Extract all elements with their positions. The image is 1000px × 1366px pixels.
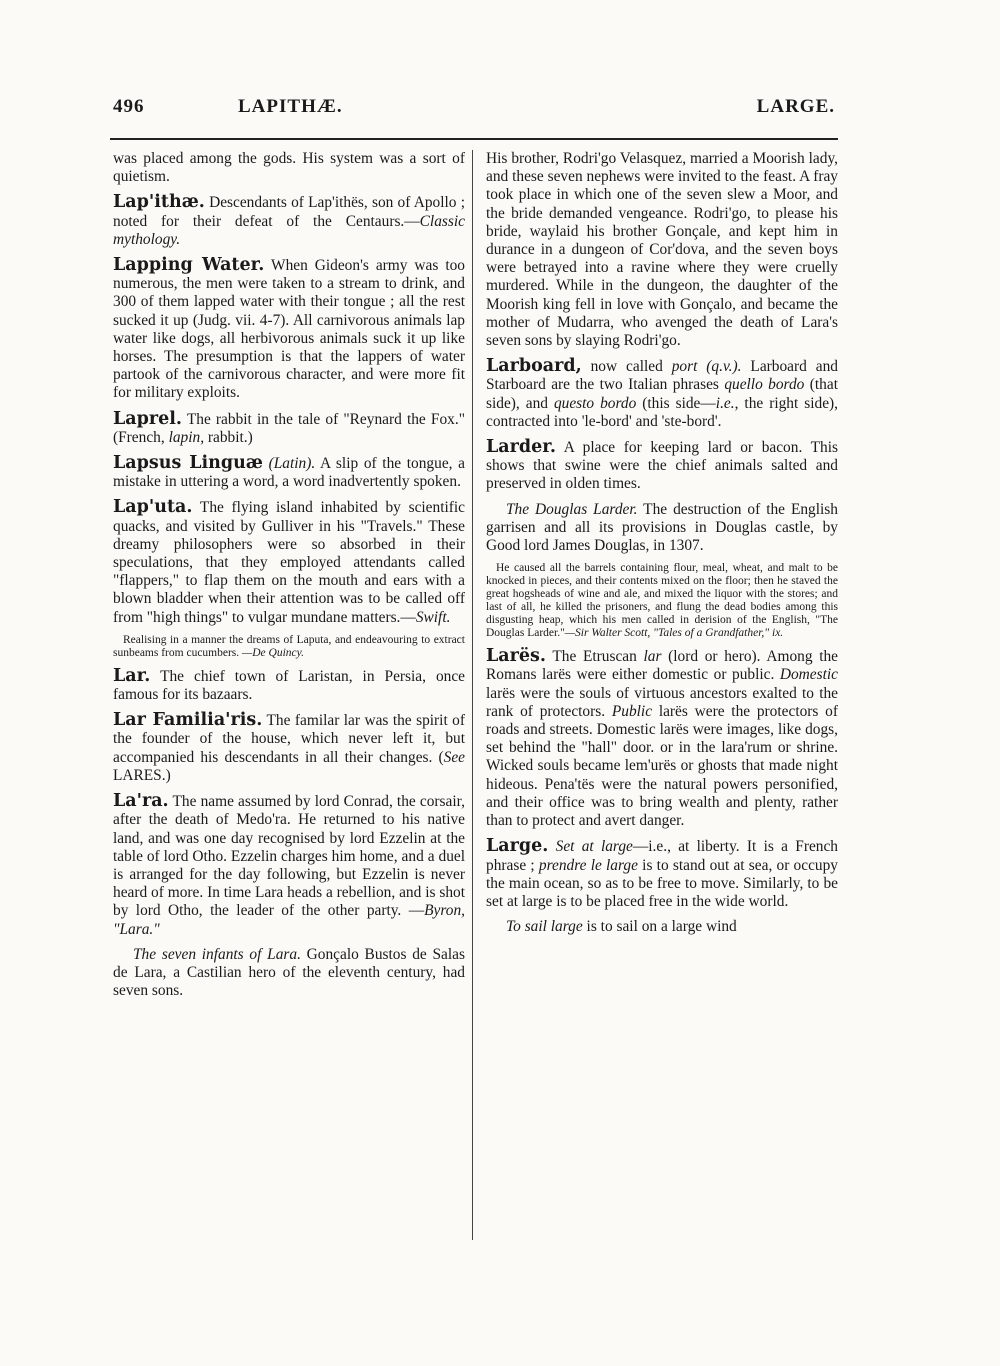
subentry-seven-infants <box>113 946 465 1001</box>
text-run: Set at large <box>555 838 633 856</box>
text-run: now called <box>581 358 672 376</box>
entry-laputa <box>113 498 465 626</box>
text-run: His brother, Rodri'go Velasquez, married a Moorish lady, and these seven nephews were invited to the feast. A fray took place in which one of the seven slew a Moor, and the bride demanded vengeance. Rodri'go, to please his bride, waylaid his brother Gonçale, and kept him in durance in a dungeon of Cor'dova, and the seven boys were betrayed into a ravine where they were cruelly murdered. While in the dungeon, the daughter of the Moorish king fell in love with Gonçalo, and became the mother of Mudarra, who avenged the death of Lara's seven sons by slaying Rodri'go. <box>486 150 838 350</box>
right-column <box>486 150 838 943</box>
text-run: When Gideon's army was too numerous, the men were taken to a stream to drink, and 300 of them lapped water with their tongue ; all the rest sucked it up (Judg. vii. 4-7). All carnivorous animals lap water like dogs, all herbivorous animals suck it up like horses. The presumption is that the lappers of water partook of the carnivorous character, and were more fit for military exploits. <box>113 257 465 402</box>
entry-laprel <box>113 410 465 447</box>
text-run: Realising in a manner the dreams of Laputa, and endeavouring to extract sunbeams from cucumbers. <box>113 633 465 659</box>
left-running-title: LAPITHÆ. <box>238 96 343 117</box>
text-run: was placed among the gods. His system was a sort of quietism. <box>113 150 465 186</box>
page-number: 496 <box>113 96 145 117</box>
entry-lares <box>486 647 838 830</box>
text-run: prendre le large <box>538 856 638 874</box>
entry-large <box>486 837 838 911</box>
subentry-douglas-larder <box>486 501 838 556</box>
text-run: To sail large <box>506 918 583 936</box>
text-run: (that side), and <box>486 376 838 412</box>
entry-larder <box>486 438 838 494</box>
text-run: rabbit.) <box>204 428 253 446</box>
headword: Larder. <box>486 437 556 458</box>
headword: Lap'uta. <box>113 497 193 518</box>
text-run: Descendants of Lap'ithës, son of Apollo ; noted for their defeat of the Centaurs.— <box>113 194 465 230</box>
text-run: larës were the souls of virtuous ancestors exalted to the rank of protectors. <box>486 684 838 720</box>
headword: La'ra. <box>113 791 169 812</box>
text-run: The Etruscan <box>552 648 644 666</box>
quotation <box>486 562 838 640</box>
entry-larboard <box>486 357 838 431</box>
entry-lar <box>113 667 465 704</box>
headword: Laprel. <box>113 408 182 429</box>
entry-lapithae <box>113 193 465 249</box>
header-rule <box>110 138 838 140</box>
text-run: (Latin). <box>268 455 316 473</box>
headword: Larës. <box>486 646 546 667</box>
text-run: LARES.) <box>113 766 171 784</box>
text-run: Classic mythology. <box>113 212 465 248</box>
right-running-title: LARGE. <box>756 96 835 117</box>
headword: Lar Familia'ris. <box>113 710 263 731</box>
text-run: He caused all the barrels containing flour, meal, wheat, and malt to be knocked in pieces, and their contents mixed on the floor; then he staved the great hogsheads of wine and ale, and mixed the liquor with the stores; and last of all, he killed the prisoners, and flung the dead bodies among this disgusting heap, which his men called in derision of the English, "The Douglas Larder." <box>486 562 838 640</box>
text-run: Gonçalo Bustos de Salas de Lara, a Castilian hero of the eleventh century, had seven sons. <box>113 945 465 1000</box>
text-run: The Douglas Larder. <box>506 500 638 518</box>
text-run: The name assumed by lord Conrad, the corsair, after the death of Medo'ra. He returned to his native land, and was one day recognised by lord Ezzelin at the table of lord Otho. Ezzelin charges him home, and a duel is arranged for the day following, but Ezzelin is never heard of more. In time Lara heads a rebellion, and is shot by lord Otho, the leader of the other party. — <box>113 793 465 920</box>
headword: Lar. <box>113 665 151 686</box>
text-run: is to sail on a large wind <box>582 918 737 936</box>
text-run: The familar lar was the spirit of the founder of the house, which never left it, but accompanied his descendants in all their changes. ( <box>113 712 465 766</box>
text-run: (lord or hero). Among the Romans larës were either domestic or public. <box>486 648 839 684</box>
text-run: The chief town of Laristan, in Persia, once famous for its bazaars. <box>113 667 466 704</box>
headword: Lap'ithæ. <box>113 192 205 213</box>
text-run: lapin, <box>168 428 205 446</box>
headword: Large. <box>486 836 549 857</box>
text-run: Swift. <box>415 608 451 626</box>
entry-lar-familiaris <box>113 711 465 785</box>
left-column <box>113 150 465 1007</box>
text-run: port (q.v.). <box>671 358 742 376</box>
text-run: A slip of the tongue, a mistake in uttering a word, a word inadvertently spoken. <box>113 455 465 491</box>
text-run: The seven infants of Lara. <box>133 945 301 963</box>
text-run: larës were the protectors of roads and streets. Domestic larës were images, like dogs, set behind the "hall" door. or in the lara'rum or shrine. Wicked souls became lem'urës or ghosts that made night hideous. Pena'tës were the natural powers personified, and their office was to bring wealth and plenty, rather than to protect and avert danger. <box>486 702 838 830</box>
quotation <box>113 634 465 660</box>
text-run: —Sir Walter Scott, "Tales of a Grandfather," ix. <box>564 627 784 640</box>
text-run: is to stand out at sea, or occupy the main ocean, so as to be free to move. Similarly, to be set at large is to be placed free in the wide world. <box>486 856 838 910</box>
text-run: , the right side), contracted into 'le-bord' and 'ste-bord'. <box>486 394 839 430</box>
text-run: See <box>443 748 465 766</box>
text-run: quello bordo <box>724 376 805 394</box>
text-run: (this side— <box>636 394 716 412</box>
text-run: —i.e., at liberty. It is a French phrase ; <box>486 838 838 874</box>
text-run: questo bordo <box>553 394 637 412</box>
text-run: Domestic <box>779 666 838 684</box>
text-run: A place for keeping lard or bacon. This shows that swine were the chief animals salted and preserved in olden times. <box>486 439 839 493</box>
headword: Lapping Water. <box>113 255 265 276</box>
text-run: The destruction of the English garrisen and all its provisions in Douglas castle, by Good lord James Douglas, in 1307. <box>486 500 838 555</box>
column-divider <box>472 150 473 1240</box>
text-run: i.e. <box>715 394 735 412</box>
entry-continuation <box>486 150 838 350</box>
headword: Larboard, <box>486 356 582 377</box>
entry-continuation <box>113 150 465 186</box>
subentry-sail-large <box>486 918 838 936</box>
entry-lara <box>113 792 465 939</box>
running-header <box>113 96 835 124</box>
text-run: lar <box>643 648 662 666</box>
text-run: The flying island inhabited by scientific quacks, and visited by Gulliver in his "Travels." These dreamy philosophers were so absorbed in their speculations, that they employed attendants called "flappers," to flap them on the mouth and ears with a blown bladder when their attention was to be called off from "high things" to vulgar mundane matters.— <box>113 499 465 626</box>
headword: Lapsus Linguæ <box>113 453 263 474</box>
entry-lapsus-linguae <box>113 454 465 491</box>
text-run: Public <box>611 702 653 720</box>
entry-lapping-water <box>113 256 465 403</box>
text-run: Byron, "Lara." <box>113 902 465 938</box>
text-run: Larboard and Starboard are the two Italian phrases <box>486 358 838 394</box>
text-run: The rabbit in the tale of "Reynard the Fox." (French, <box>113 410 465 446</box>
text-run: —De Quincy. <box>242 646 304 659</box>
